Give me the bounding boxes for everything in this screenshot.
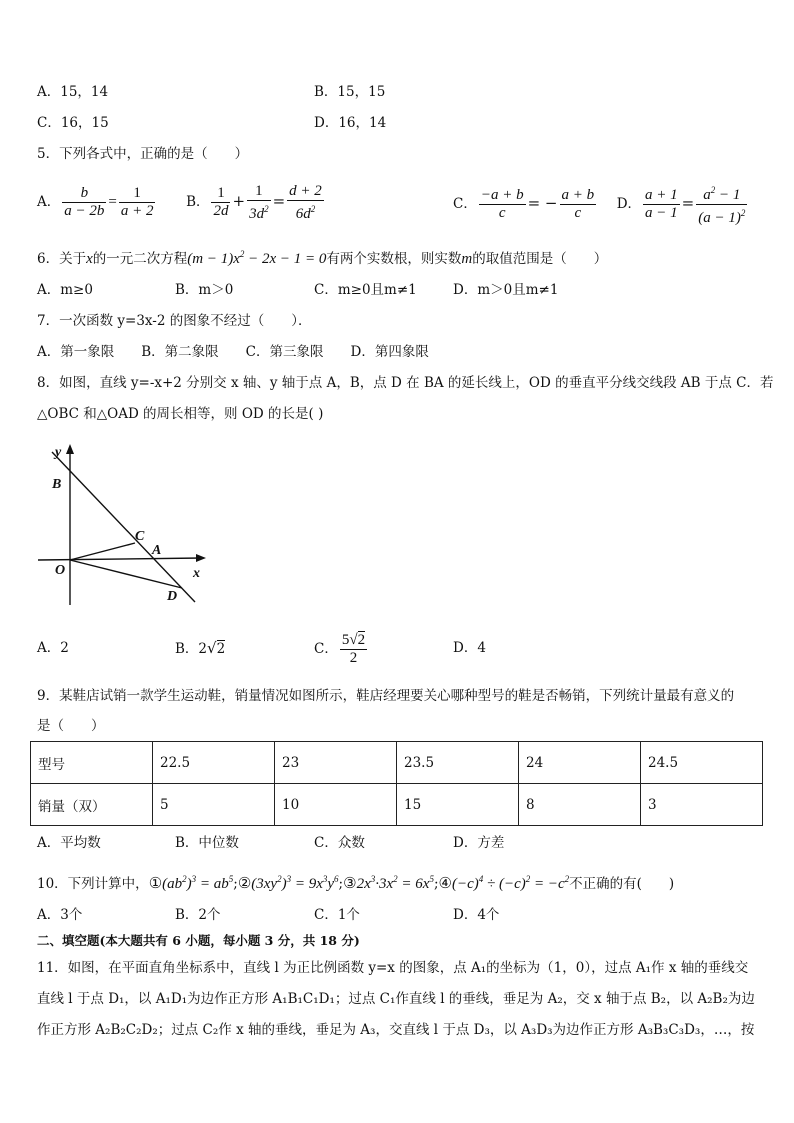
q10-option-b: B．2个 (175, 907, 221, 923)
table-cell: 销量（双） (31, 784, 153, 826)
table-cell: 24 (519, 742, 641, 784)
q4-option-d: D．16，14 (314, 115, 387, 131)
q11-line1: 11．如图，在平面直角坐标系中，直线 l 为正比例函数 y=x 的图象，点 A₁的坐标为（1，0），过点 A₁作 x 轴的垂线交 (37, 960, 749, 976)
q6-option-d: D．m＞0且m≠1 (453, 282, 559, 298)
q10-option-a: A．3个 (37, 907, 83, 923)
q11-line2: 直线 l 于点 D₁，以 A₁D₁为边作正方形 A₁B₁C₁D₁；过点 C₁作直线 l 的垂线，垂足为 A₂，交 x 轴于点 B₂，以 A₂B₂为边 (37, 991, 755, 1007)
q6-option-b: B．m＞0 (175, 282, 234, 298)
q5-option-d-label: D． (616, 196, 642, 212)
q5-options: A． $\frac{b}{a - 2b}$ = $\frac{1}{a + 2}$ B． $\frac{1}{2d}$ + $\frac{1}{3d^2}$ = $\frac{d + 2}{6d^2}$ (37, 182, 322, 222)
label-a: A (152, 543, 162, 558)
x-arrow (196, 554, 206, 562)
q9-option-b: B．中位数 (175, 835, 239, 851)
q4-option-b: B．15，15 (314, 84, 386, 100)
table-row (31, 742, 763, 784)
label-y: y (55, 445, 62, 460)
label-o: O (55, 563, 66, 578)
table-cell: 8 (519, 784, 641, 826)
q5-option-b-label: B． (186, 194, 210, 210)
q5-stem: 5．下列各式中，正确的是（ ） (37, 146, 249, 162)
y-arrow (66, 444, 74, 454)
label-b: B (52, 477, 62, 492)
segment-od (70, 560, 182, 588)
q9-option-d: D．方差 (453, 835, 505, 851)
q8-line2: △OBC 和△OAD 的周长相等，则 OD 的长是( ) (37, 406, 324, 422)
table-cell: 型号 (31, 742, 153, 784)
q10-option-c: C．1个 (314, 907, 360, 923)
segment-oc (70, 543, 135, 560)
table-cell: 5 (153, 784, 275, 826)
q6-stem: 6．关于x的一元二次方程$(m - 1)x^2 - 2x - 1 = 0$有两个实数根，则实数m的取值范围是（ ） (37, 249, 608, 267)
q10-stem: 10．下列计算中，$①(ab^2)^3$ = $ab^5;②(3xy^2)^3$ = $9x^3y^6;③2x^3\cdot 3x^2$ = $6x^5;④(-c)^4 \div (-c)^2 = -c^2$不正确的有( ) (37, 874, 675, 892)
q7-options: A．第一象限 B．第二象限 C．第三象限 D．第四象限 (37, 344, 429, 360)
table-cell: 23 (275, 742, 397, 784)
table-cell: 15 (397, 784, 519, 826)
table-row (31, 784, 763, 826)
q5-options-cd: C． $\frac{-a + b}{c}$ = − $\frac{a + b}{c}$ D． $\frac{a + 1}{a - 1}$ = $\frac{a^2 - 1}{(a - 1)^2}$ (453, 182, 749, 227)
label-x: x (193, 566, 200, 581)
q8-option-b: B．2√2 (175, 639, 226, 657)
table-cell: 24.5 (641, 742, 763, 784)
q6-option-c: C．m≥0且m≠1 (314, 282, 417, 298)
table-cell: 10 (275, 784, 397, 826)
q9-option-c: C．众数 (314, 835, 365, 851)
q11-line3: 作正方形 A₂B₂C₂D₂；过点 C₂作 x 轴的垂线，垂足为 A₃，交直线 l 于点 D₃，以 A₃D₃为边作正方形 A₃B₃C₃D₃，…，按 (37, 1022, 755, 1038)
q5-option-c-label: C． (453, 196, 477, 212)
q8-option-c: C． $\frac{5√2}{2}$ (314, 632, 366, 666)
q5-option-a-label: A． (37, 194, 61, 210)
q8-option-d: D．4 (453, 640, 486, 656)
q8-line1: 8．如图，直线 y=-x+2 分别交 x 轴、y 轴于点 A，B，点 D 在 BA 的延长线上，OD 的垂直平分线交线段 AB 于点 C．若 (37, 375, 774, 391)
q7-stem: 7．一次函数 y=3x-2 的图象不经过（ ）． (37, 313, 312, 329)
table-cell: 23.5 (397, 742, 519, 784)
q4-option-a: A．15，14 (37, 84, 109, 100)
label-d: D (167, 589, 178, 604)
q6-option-a: A．m≥0 (37, 282, 93, 298)
q8-figure (30, 440, 220, 610)
section-heading: 二、填空题(本大题共有 6 小题，每小题 3 分，共 18 分) (37, 933, 360, 948)
q9-option-a: A．平均数 (37, 835, 101, 851)
table-cell: 3 (641, 784, 763, 826)
q9-line2: 是（ ） (37, 718, 105, 734)
shoe-sales-table (30, 741, 763, 826)
x-axis (38, 558, 202, 560)
q8-option-a: A．2 (37, 640, 69, 656)
q4-option-c: C．16，15 (37, 115, 109, 131)
q10-option-d: D．4个 (453, 907, 500, 923)
label-c: C (135, 529, 145, 544)
table-cell: 22.5 (153, 742, 275, 784)
line-ab (52, 452, 195, 602)
q9-line1: 9．某鞋店试销一款学生运动鞋，销量情况如图所示，鞋店经理要关心哪种型号的鞋是否畅销，下列统计量最有意义的 (37, 688, 735, 704)
